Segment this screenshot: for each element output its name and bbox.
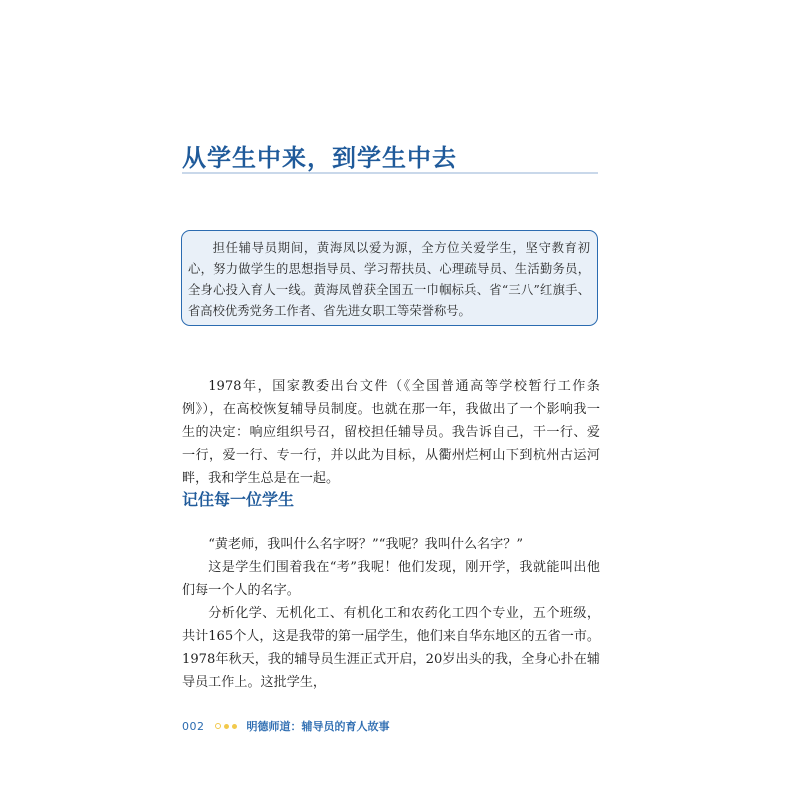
dot-icon	[215, 723, 221, 729]
page-number: 002	[182, 719, 205, 733]
abstract-box	[181, 230, 598, 326]
page-footer	[182, 718, 390, 734]
body-paragraph: 1978年，国家教委出台文件（《全国普通高等学校暂行工作条例》），在高校恢复辅导员制度。也就在那一年，我做出了一个影响我一生的决定：响应组织号召，留校担任辅导员。我告诉自己，干一行、爱一行，爱一行、专一行，并以此为目标，从衢州烂柯山下到杭州古运河畔，我和学生总是在一起。	[182, 379, 600, 486]
section-heading: 记住每一位学生	[182, 490, 295, 509]
decorative-dots-icon	[215, 723, 237, 729]
title-divider	[182, 172, 598, 174]
body-paragraph: 这是学生们围着我在“考”我呢！他们发现，刚开学，我就能叫出他们每一个人的名字。	[182, 560, 600, 598]
chapter-title: 从学生中来，到学生中去	[182, 144, 457, 172]
running-book-title: 明德师道：辅导员的育人故事	[246, 720, 390, 733]
dot-icon	[224, 724, 229, 729]
body-paragraph: 分析化学、无机化工、有机化工和农药化工四个专业，五个班级，共计165个人，这是我带的第一届学生，他们来自华东地区的五省一市。1978年秋天，我的辅导员生涯正式开启，20岁出头的我，全身心扑在辅导员工作上。这批学生，	[182, 606, 600, 690]
abstract-text: 担任辅导员期间，黄海凤以爱为源，全方位关爱学生，坚守教育初心，努力做学生的思想指导员、学习帮扶员、心理疏导员、生活勤务员，全身心投入育人一线。黄海凤曾获全国五一巾帼标兵、省“三八”红旗手、省高校优秀党务工作者、省先进女职工等荣誉称号。	[188, 241, 590, 318]
dot-icon	[232, 724, 237, 729]
body-paragraph: “黄老师，我叫什么名字呀？”“我呢？我叫什么名字？”	[208, 537, 524, 552]
